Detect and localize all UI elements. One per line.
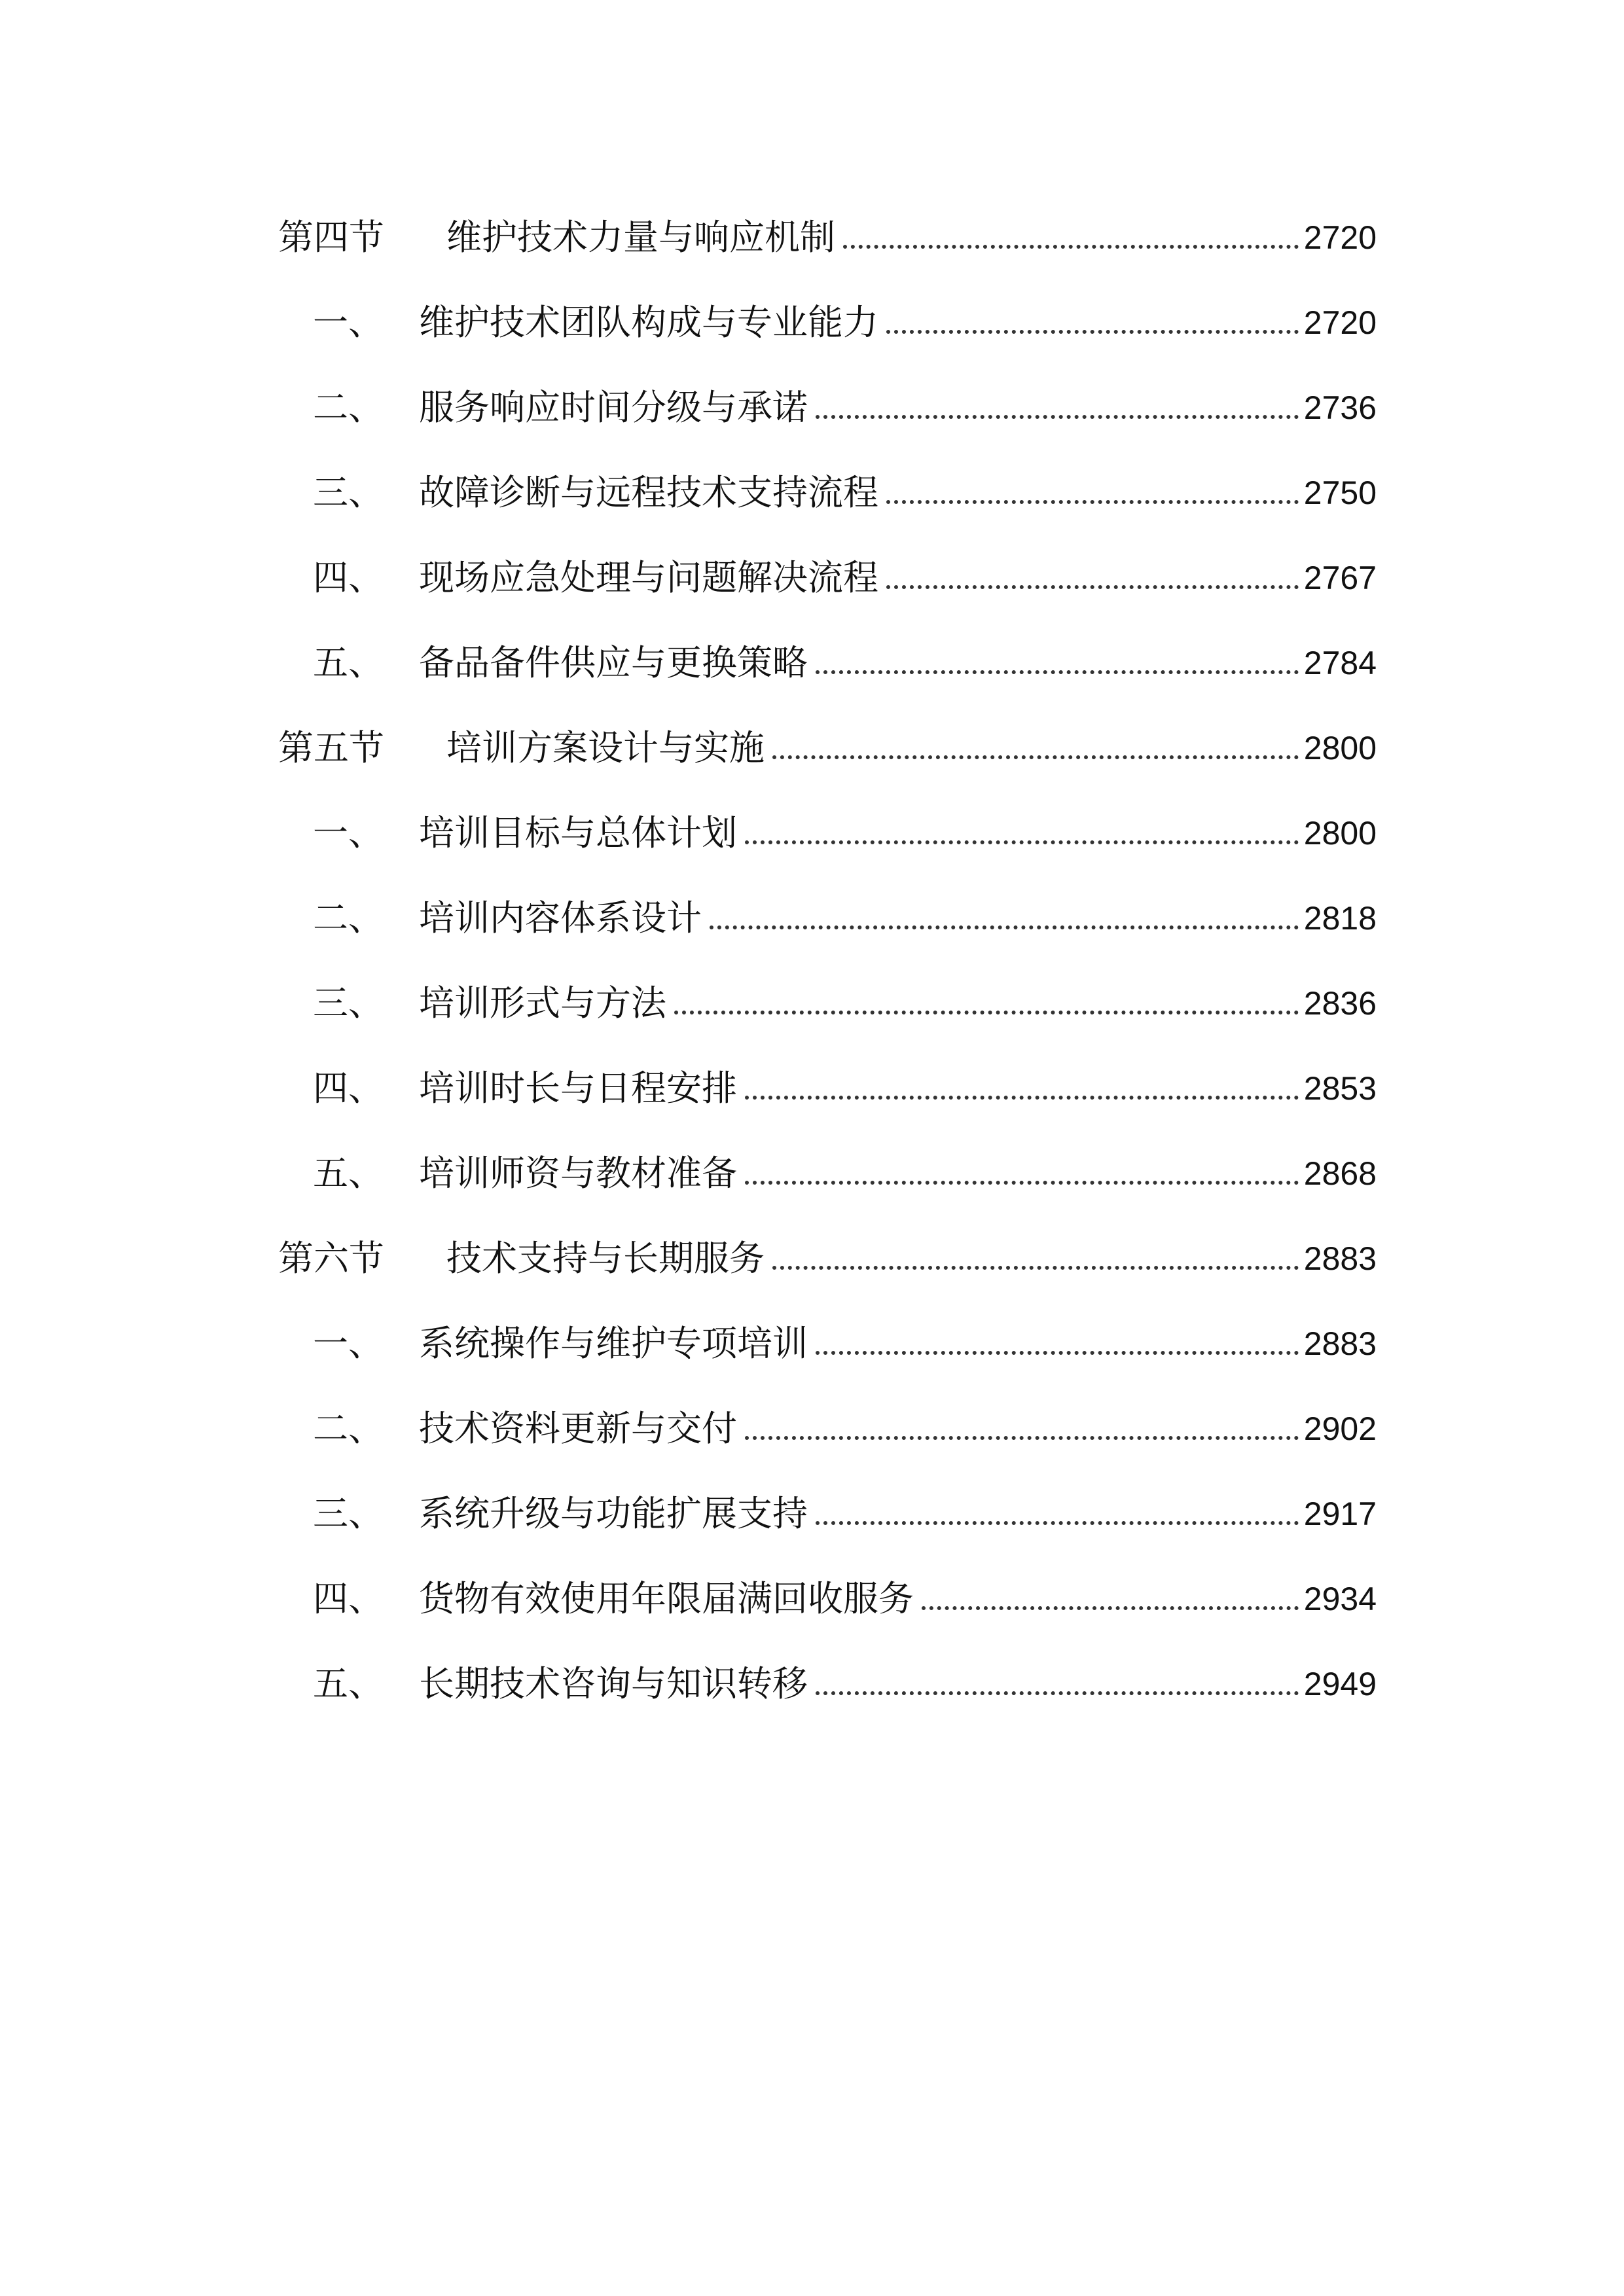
toc-entry-title: 服务响应时间分级与承诺 — [419, 387, 808, 428]
toc-entry-line — [419, 1393, 1377, 1465]
toc-entry-number: 五、 — [313, 1153, 384, 1194]
toc-entry-page-number: 2800 — [1303, 730, 1377, 766]
toc-entry-page-number: 2902 — [1303, 1410, 1377, 1447]
toc-entry-item[interactable] — [0, 1648, 1624, 1720]
toc-entry-item[interactable] — [0, 372, 1624, 444]
toc-entry-page-number: 2818 — [1303, 900, 1377, 937]
toc-entry-title: 维护技术团队构成与专业能力 — [419, 302, 878, 343]
toc-entry-line — [419, 882, 1377, 954]
dot-leader — [745, 840, 1299, 844]
toc-entry-title: 技术支持与长期服务 — [446, 1238, 765, 1279]
dot-leader — [772, 1266, 1299, 1270]
toc-entry-title: 培训形式与方法 — [419, 982, 666, 1024]
toc-entry-page-number: 2917 — [1303, 1496, 1377, 1532]
toc-entry-line — [419, 797, 1377, 869]
toc-entry-title: 故障诊断与远程技术支持流程 — [419, 472, 878, 513]
toc-entry-line — [419, 287, 1377, 359]
toc-entry-number: 五、 — [313, 1663, 384, 1704]
toc-entry-line — [419, 1308, 1377, 1380]
toc-entry-section-6[interactable] — [0, 1223, 1624, 1295]
toc-entry-page-number: 2868 — [1303, 1155, 1377, 1192]
toc-entry-title: 备品备件供应与更换策略 — [419, 642, 808, 683]
toc-entry-line — [419, 1138, 1377, 1210]
dot-leader — [816, 415, 1299, 419]
toc-entry-page-number: 2750 — [1303, 475, 1377, 511]
toc-entry-number: 三、 — [313, 982, 384, 1024]
toc-entry-title: 系统操作与维护专项培训 — [419, 1323, 808, 1364]
toc-entry-number: 第四节 — [278, 217, 384, 258]
toc-entry-number: 第五节 — [278, 727, 384, 768]
dot-leader — [745, 1436, 1299, 1440]
toc-entry-line — [419, 627, 1377, 699]
toc-entry-number: 五、 — [313, 642, 384, 683]
toc-entry-title: 系统升级与功能扩展支持 — [419, 1493, 808, 1534]
toc-entry-page-number: 2836 — [1303, 985, 1377, 1022]
toc-entry-item[interactable] — [0, 967, 1624, 1039]
toc-entry-item[interactable] — [0, 627, 1624, 699]
toc-entry-line — [419, 457, 1377, 529]
dot-leader — [816, 670, 1299, 674]
toc-entry-item[interactable] — [0, 1393, 1624, 1465]
toc-entry-number: 一、 — [313, 1323, 384, 1364]
toc-entry-number: 第六节 — [278, 1238, 384, 1279]
toc-entry-page-number: 2883 — [1303, 1240, 1377, 1277]
toc-entry-line — [446, 712, 1377, 784]
toc-entry-page-number: 2934 — [1303, 1581, 1377, 1617]
toc-entry-title: 维护技术力量与响应机制 — [446, 217, 835, 258]
toc-entry-section-4[interactable] — [0, 202, 1624, 274]
toc-entry-item[interactable] — [0, 287, 1624, 359]
toc-entry-page-number: 2949 — [1303, 1666, 1377, 1702]
toc-entry-number: 四、 — [313, 1067, 384, 1109]
toc-entry-title: 长期技术咨询与知识转移 — [419, 1663, 808, 1704]
toc-entry-page-number: 2720 — [1303, 219, 1377, 256]
toc-entry-number: 二、 — [313, 387, 384, 428]
dot-leader — [745, 1096, 1299, 1100]
toc-entry-item[interactable] — [0, 1478, 1624, 1550]
toc-entry-page-number: 2784 — [1303, 645, 1377, 681]
dot-leader — [710, 925, 1299, 929]
toc-entry-number: 二、 — [313, 897, 384, 939]
toc-entry-line — [419, 1648, 1377, 1720]
toc-entry-item[interactable] — [0, 797, 1624, 869]
toc-entry-item[interactable] — [0, 457, 1624, 529]
dot-leader — [816, 1351, 1299, 1355]
toc-entry-section-5[interactable] — [0, 712, 1624, 784]
toc-entry-title: 培训方案设计与实施 — [446, 727, 765, 768]
dot-leader — [886, 330, 1299, 334]
toc-entry-title: 培训师资与教材准备 — [419, 1153, 737, 1194]
toc-entry-line — [419, 967, 1377, 1039]
toc-entry-line — [419, 372, 1377, 444]
toc-entry-line — [446, 1223, 1377, 1295]
toc-entry-item[interactable] — [0, 1308, 1624, 1380]
toc-entry-item[interactable] — [0, 1138, 1624, 1210]
toc-entry-line — [419, 1478, 1377, 1550]
dot-leader — [816, 1521, 1299, 1525]
toc-entry-number: 四、 — [313, 1578, 384, 1619]
toc-entry-number: 一、 — [313, 302, 384, 343]
dot-leader — [922, 1606, 1299, 1610]
dot-leader — [816, 1691, 1299, 1695]
dot-leader — [745, 1181, 1299, 1185]
toc-entry-number: 二、 — [313, 1408, 384, 1449]
toc-entry-item[interactable] — [0, 1052, 1624, 1124]
dot-leader — [674, 1011, 1299, 1014]
toc-entry-line — [446, 202, 1377, 274]
toc-entry-page-number: 2720 — [1303, 304, 1377, 341]
toc-entry-number: 四、 — [313, 557, 384, 598]
toc-entry-page-number: 2883 — [1303, 1325, 1377, 1362]
dot-leader — [843, 245, 1299, 249]
toc-entry-number: 三、 — [313, 472, 384, 513]
toc-entry-number: 三、 — [313, 1493, 384, 1534]
toc-entry-title: 培训内容体系设计 — [419, 897, 702, 939]
toc-entry-line — [419, 1563, 1377, 1635]
toc-entry-page-number: 2767 — [1303, 560, 1377, 596]
toc-entry-title: 货物有效使用年限届满回收服务 — [419, 1578, 914, 1619]
toc-entry-title: 培训时长与日程安排 — [419, 1067, 737, 1109]
toc-entry-title: 现场应急处理与问题解决流程 — [419, 557, 878, 598]
toc-entry-line — [419, 542, 1377, 614]
toc-entry-page-number: 2800 — [1303, 815, 1377, 852]
toc-entry-line — [419, 1052, 1377, 1124]
dot-leader — [886, 585, 1299, 589]
toc-entry-item[interactable] — [0, 1563, 1624, 1635]
dot-leader — [772, 755, 1299, 759]
toc-entry-page-number: 2736 — [1303, 389, 1377, 426]
toc-entry-item[interactable] — [0, 882, 1624, 954]
dot-leader — [886, 500, 1299, 504]
toc-entry-title: 培训目标与总体计划 — [419, 812, 737, 853]
toc-entry-number: 一、 — [313, 812, 384, 853]
toc-entry-item[interactable] — [0, 542, 1624, 614]
toc-entry-title: 技术资料更新与交付 — [419, 1408, 737, 1449]
toc-entry-page-number: 2853 — [1303, 1070, 1377, 1107]
